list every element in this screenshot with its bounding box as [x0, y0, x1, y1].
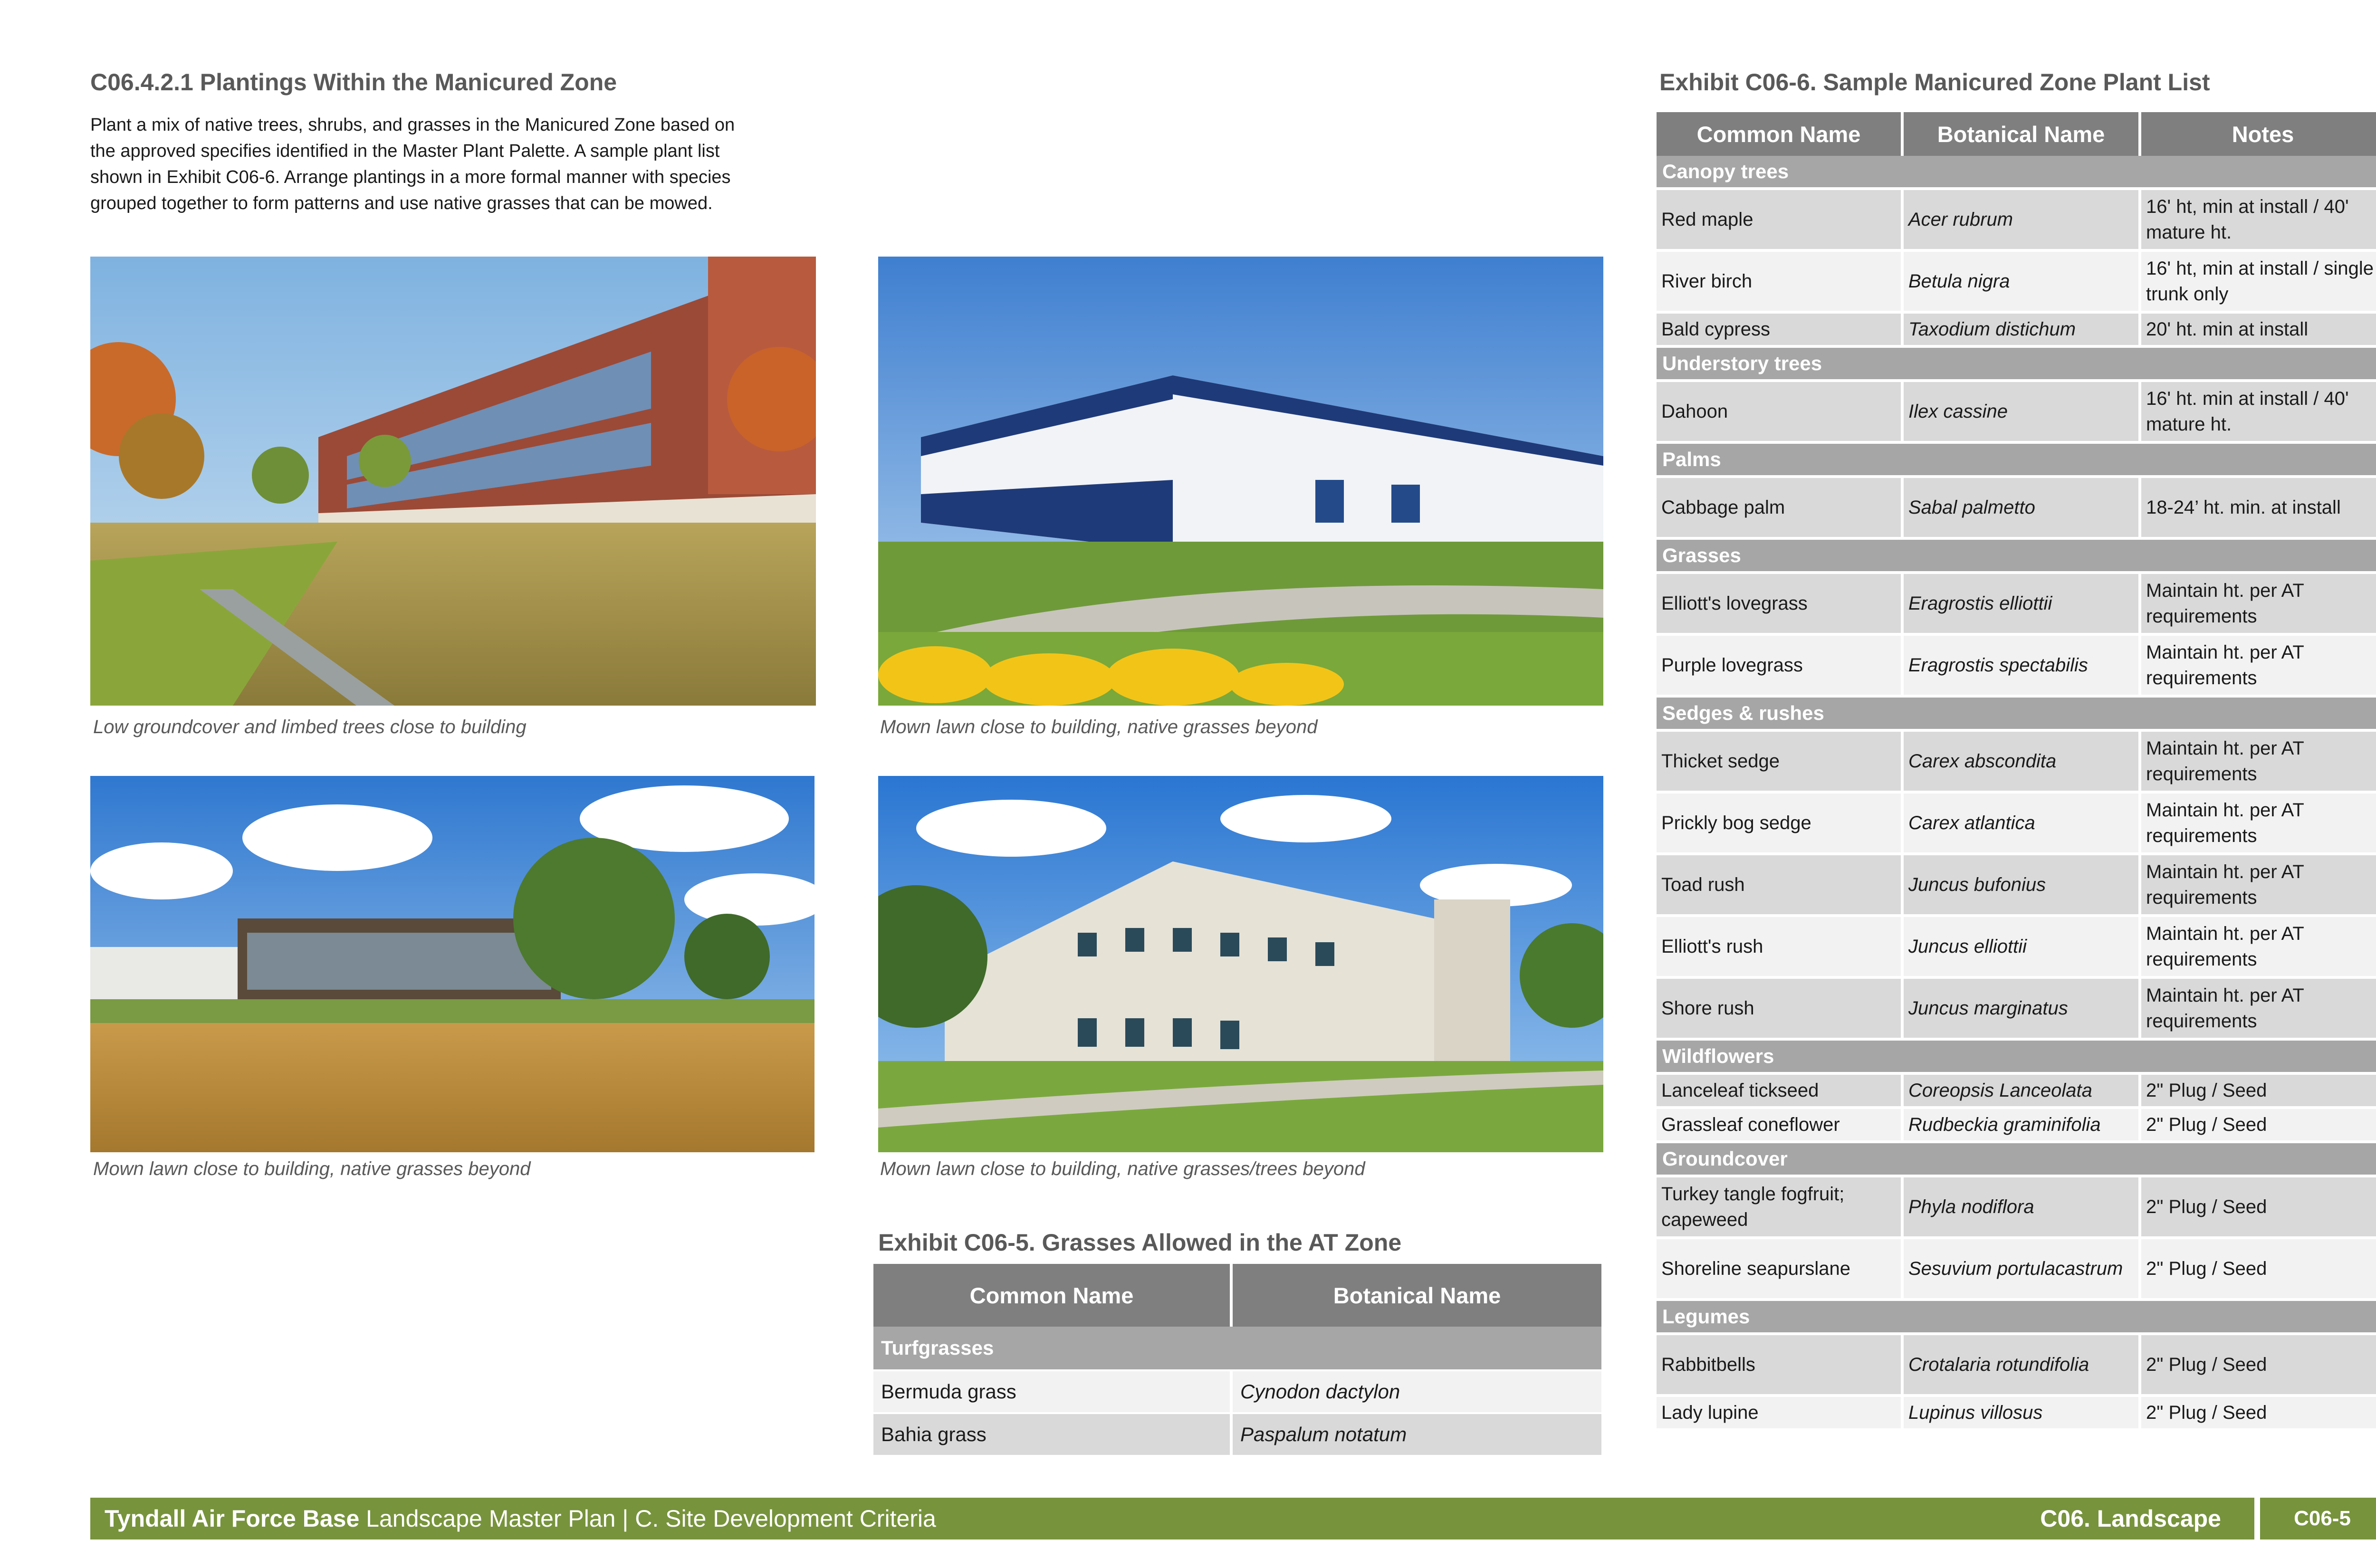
table-row: [873, 1371, 1601, 1414]
botanical-name-cell: Eragrostis spectabilis: [1904, 636, 2141, 698]
notes-cell: Maintain ht. per AT requirements: [2141, 574, 2376, 636]
section-heading: C06.4.2.1 Plantings Within the Manicured Zone: [90, 69, 617, 96]
notes-cell: 16' ht, min at install / 40' mature ht.: [2141, 190, 2376, 252]
common-name-cell: Turkey tangle fogfruit; capeweed: [1657, 1177, 1904, 1239]
common-name-cell: Elliott's lovegrass: [1657, 574, 1904, 636]
common-name-cell: Thicket sedge: [1657, 732, 1904, 794]
common-name-cell: Bermuda grass: [873, 1371, 1233, 1414]
column-header: Common Name: [1657, 112, 1904, 156]
common-name-cell: Dahoon: [1657, 382, 1904, 444]
common-name-cell: Elliott's rush: [1657, 917, 1904, 979]
column-header: Botanical Name: [1233, 1264, 1601, 1327]
footer-doc-title: [90, 1505, 936, 1532]
footer-bar: [90, 1498, 2254, 1539]
photo-caption: Mown lawn close to building, native grasses beyond: [93, 1158, 531, 1179]
botanical-name-cell: Juncus marginatus: [1904, 979, 2141, 1041]
plant-list-table: [1657, 112, 2376, 1431]
common-name-cell: Shore rush: [1657, 979, 1904, 1041]
common-name-cell: Rabbitbells: [1657, 1335, 1904, 1397]
table-group-row: [1657, 1143, 2376, 1177]
notes-cell: 2" Plug / Seed: [2141, 1177, 2376, 1239]
table-row: [1657, 1397, 2376, 1431]
photo-pavilion-meadow: [90, 776, 814, 1152]
group-label: Grasses: [1657, 540, 2376, 574]
botanical-name-cell: Rudbeckia graminifolia: [1904, 1109, 2141, 1143]
botanical-name-cell: Juncus elliottii: [1904, 917, 2141, 979]
table-row: [1657, 574, 2376, 636]
table-group-row: [1657, 698, 2376, 732]
grasses-table: [873, 1264, 1601, 1457]
photo-white-building: [878, 776, 1603, 1152]
notes-cell: 2" Plug / Seed: [2141, 1075, 2376, 1109]
plant-exhibit-title: Exhibit C06-6. Sample Manicured Zone Plant List: [1659, 69, 2210, 96]
notes-cell: 2" Plug / Seed: [2141, 1397, 2376, 1431]
table-row: [1657, 917, 2376, 979]
photo-campus-building: [90, 257, 816, 706]
table-row: [1657, 190, 2376, 252]
table-row: [1657, 1239, 2376, 1301]
botanical-name-cell: Lupinus villosus: [1904, 1397, 2141, 1431]
botanical-name-cell: Coreopsis Lanceolata: [1904, 1075, 2141, 1109]
notes-cell: Maintain ht. per AT requirements: [2141, 979, 2376, 1041]
table-row: [1657, 1109, 2376, 1143]
notes-cell: Maintain ht. per AT requirements: [2141, 794, 2376, 855]
table-row: [1657, 732, 2376, 794]
botanical-name-cell: Phyla nodiflora: [1904, 1177, 2141, 1239]
common-name-cell: Grassleaf coneflower: [1657, 1109, 1904, 1143]
notes-cell: 18-24’ ht. min. at install: [2141, 478, 2376, 540]
common-name-cell: Cabbage palm: [1657, 478, 1904, 540]
botanical-name-cell: Sesuvium portulacastrum: [1904, 1239, 2141, 1301]
table-row: [1657, 855, 2376, 917]
group-label: Canopy trees: [1657, 156, 2376, 190]
table-row: [1657, 794, 2376, 855]
table-row: [1657, 314, 2376, 348]
intro-line: grouped together to form patterns and use native grasses that can be mowed.: [90, 193, 713, 213]
notes-cell: 2" Plug / Seed: [2141, 1239, 2376, 1301]
group-label: Palms: [1657, 444, 2376, 478]
table-row: [1657, 478, 2376, 540]
table-row: [1657, 1335, 2376, 1397]
notes-cell: 2" Plug / Seed: [2141, 1335, 2376, 1397]
intro-line: the approved specifies identified in the Master Plant Palette. A sample plant list: [90, 141, 720, 161]
botanical-name-cell: Crotalaria rotundifolia: [1904, 1335, 2141, 1397]
group-label: Understory trees: [1657, 348, 2376, 382]
column-header: Common Name: [873, 1264, 1233, 1327]
intro-line: shown in Exhibit C06-6. Arrange plantings in a more formal manner with species: [90, 167, 731, 187]
group-label: Sedges & rushes: [1657, 698, 2376, 732]
common-name-cell: Bald cypress: [1657, 314, 1904, 348]
group-label: Groundcover: [1657, 1143, 2376, 1177]
intro-line: Plant a mix of native trees, shrubs, and grasses in the Manicured Zone based on: [90, 115, 735, 135]
botanical-name-cell: Sabal palmetto: [1904, 478, 2141, 540]
botanical-name-cell: Paspalum notatum: [1233, 1414, 1601, 1457]
table-group-row: [1657, 540, 2376, 574]
grasses-table-header-row: [873, 1264, 1601, 1327]
notes-cell: Maintain ht. per AT requirements: [2141, 636, 2376, 698]
table-group-row: [1657, 348, 2376, 382]
intro-paragraph: [90, 112, 822, 217]
common-name-cell: Lady lupine: [1657, 1397, 1904, 1431]
page-number: C06-5: [2260, 1498, 2376, 1539]
common-name-cell: Shoreline seapurslane: [1657, 1239, 1904, 1301]
plant-table-body: [1657, 156, 2376, 1431]
botanical-name-cell: Cynodon dactylon: [1233, 1371, 1601, 1414]
table-row: [1657, 382, 2376, 444]
common-name-cell: River birch: [1657, 252, 1904, 314]
photo-warehouse: [878, 257, 1603, 706]
table-group-row: [1657, 444, 2376, 478]
common-name-cell: Toad rush: [1657, 855, 1904, 917]
botanical-name-cell: Carex abscondita: [1904, 732, 2141, 794]
column-header: Botanical Name: [1904, 112, 2141, 156]
group-label: Legumes: [1657, 1301, 2376, 1335]
table-group-row: [1657, 156, 2376, 190]
table-row: [1657, 1075, 2376, 1109]
footer-chapter: C06. Landscape: [2040, 1505, 2221, 1532]
botanical-name-cell: Acer rubrum: [1904, 190, 2141, 252]
table-row: [1657, 979, 2376, 1041]
group-label: Wildflowers: [1657, 1041, 2376, 1075]
notes-cell: 20' ht. min at install: [2141, 314, 2376, 348]
photo-caption: Low groundcover and limbed trees close to building: [93, 717, 527, 737]
botanical-name-cell: Ilex cassine: [1904, 382, 2141, 444]
table-row: [1657, 252, 2376, 314]
notes-cell: 16' ht. min at install / 40' mature ht.: [2141, 382, 2376, 444]
table-row: [873, 1414, 1601, 1457]
notes-cell: Maintain ht. per AT requirements: [2141, 855, 2376, 917]
botanical-name-cell: Eragrostis elliottii: [1904, 574, 2141, 636]
botanical-name-cell: Carex atlantica: [1904, 794, 2141, 855]
grasses-exhibit-title: Exhibit C06-5. Grasses Allowed in the AT Zone: [878, 1229, 1402, 1256]
photo-caption: Mown lawn close to building, native grasses/trees beyond: [880, 1158, 1365, 1179]
notes-cell: Maintain ht. per AT requirements: [2141, 732, 2376, 794]
footer-org: Tyndall Air Force Base: [105, 1505, 360, 1532]
footer-doc: Landscape Master Plan | C. Site Development Criteria: [359, 1505, 936, 1532]
botanical-name-cell: Betula nigra: [1904, 252, 2141, 314]
common-name-cell: Prickly bog sedge: [1657, 794, 1904, 855]
notes-cell: Maintain ht. per AT requirements: [2141, 917, 2376, 979]
table-group-row: [1657, 1301, 2376, 1335]
common-name-cell: Lanceleaf tickseed: [1657, 1075, 1904, 1109]
table-row: [1657, 1177, 2376, 1239]
table-row: [1657, 636, 2376, 698]
notes-cell: 16' ht, min at install / single trunk only: [2141, 252, 2376, 314]
common-name-cell: Red maple: [1657, 190, 1904, 252]
common-name-cell: Bahia grass: [873, 1414, 1233, 1457]
group-label: Turfgrasses: [873, 1327, 1601, 1371]
notes-cell: 2" Plug / Seed: [2141, 1109, 2376, 1143]
common-name-cell: Purple lovegrass: [1657, 636, 1904, 698]
photo-caption: Mown lawn close to building, native grasses beyond: [880, 717, 1318, 737]
botanical-name-cell: Juncus bufonius: [1904, 855, 2141, 917]
table-group-row: [873, 1327, 1601, 1371]
table-group-row: [1657, 1041, 2376, 1075]
plant-table-header-row: [1657, 112, 2376, 156]
column-header: Notes: [2141, 112, 2376, 156]
botanical-name-cell: Taxodium distichum: [1904, 314, 2141, 348]
